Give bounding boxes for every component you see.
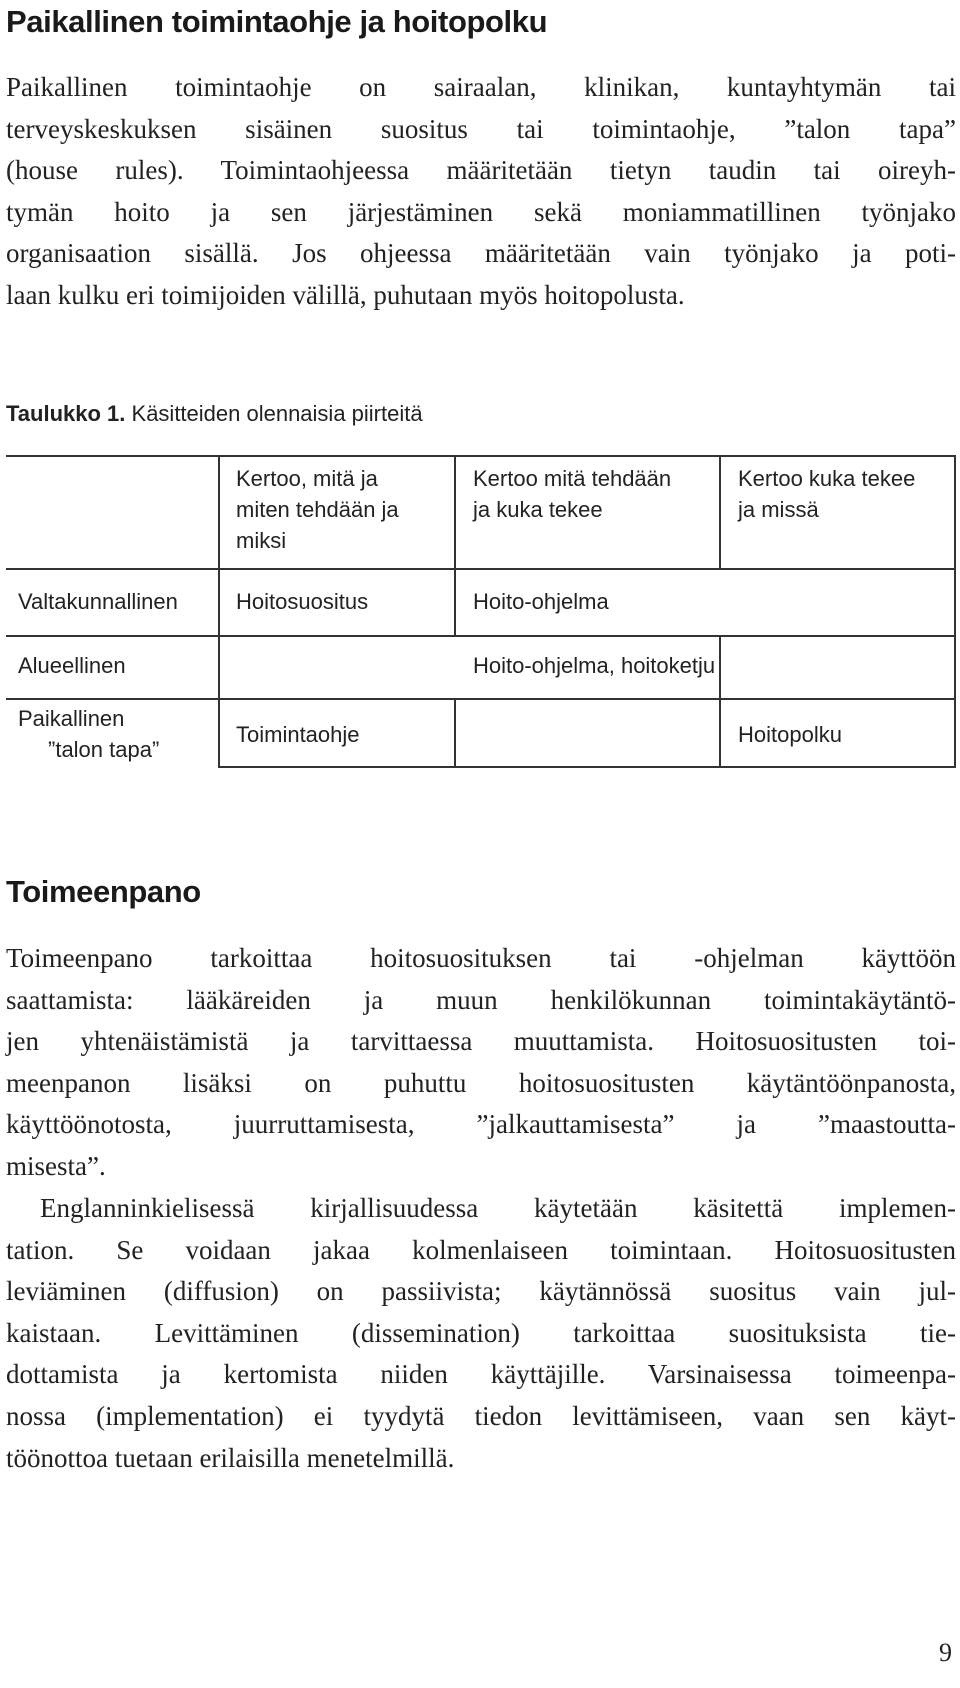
text-line: organisaation sisällä. Jos ohjeessa määritetään vain työnjako ja poti-: [6, 238, 956, 269]
text-line: dottamista ja kertomista niiden käyttäjille. Varsinaisessa toimeenpa-: [6, 1359, 956, 1390]
text-line: käyttöönotosta, juurruttamisesta, ”jalkauttamisesta” ja ”maastoutta-: [6, 1109, 956, 1140]
paragraph-local-guideline: [6, 67, 956, 317]
table-rule: [6, 635, 956, 637]
header-line: Kertoo mitä tehdään: [473, 466, 672, 491]
section-heading-implementation: Toimeenpano: [6, 874, 201, 909]
table-rule: [218, 766, 956, 768]
table-rule: [6, 568, 956, 570]
cell-care-programme-chain: Hoito-ohjelma, hoitoketju: [473, 653, 716, 678]
cell-care-recommendation: Hoitosuositus: [236, 589, 369, 614]
table-caption: [6, 401, 423, 427]
header-cell-what-who: [473, 463, 671, 525]
table-rule: [6, 455, 956, 457]
text-line: leviäminen (diffusion) on passiivista; käytännössä suositus vain jul-: [6, 1276, 956, 1307]
table-rule: [6, 698, 956, 700]
row-label-line: ”talon tapa”: [48, 737, 160, 762]
row-label-national: Valtakunnallinen: [18, 589, 178, 614]
text-line: kaistaan. Levittäminen (dissemination) tarkoittaa suosituksista tie-: [6, 1317, 956, 1348]
cell-care-programme: Hoito-ohjelma: [473, 589, 609, 614]
text-line: laan kulku eri toimijoiden välillä, puhutaan myös hoitopolusta.: [6, 279, 685, 310]
header-line: Kertoo kuka tekee: [738, 466, 916, 491]
row-label-regional: Alueellinen: [18, 653, 126, 678]
cell-local-guideline: Toimintaohje: [236, 722, 360, 747]
text-line: Toimeenpano tarkoittaa hoitosuosituksen tai -ohjelman käyttöön: [6, 943, 956, 973]
header-line: miksi: [236, 528, 287, 553]
text-line: meenpanon lisäksi on puhuttu hoitosuositusten käytäntöönpanosta,: [6, 1067, 956, 1098]
concepts-table: [6, 455, 956, 768]
header-line: ja missä: [738, 497, 819, 522]
text-line: töönottoa tuetaan erilaisilla menetelmillä.: [6, 1442, 455, 1473]
text-line: Englanninkielisessä kirjallisuudessa käytetään käsitettä implemen-: [40, 1193, 956, 1223]
header-line: Kertoo, mitä ja: [236, 466, 378, 491]
header-cell-what-how-why: [236, 463, 399, 556]
table-rule: [719, 635, 721, 768]
table-rule: [218, 455, 220, 768]
text-line: misesta”.: [6, 1150, 106, 1181]
text-line: Paikallinen toimintaohje on sairaalan, klinikan, kuntayhtymän tai: [6, 72, 956, 102]
table-rule: [454, 698, 456, 768]
section-heading-local-guideline: Paikallinen toimintaohje ja hoitopolku: [6, 4, 548, 39]
text-line: nossa (implementation) ei tyydytä tiedon levittämiseen, vaan sen käyt-: [6, 1400, 956, 1431]
table-rule: [454, 455, 456, 635]
text-line: saattamista: lääkäreiden ja muun henkilökunnan toimintakäytäntö-: [6, 984, 956, 1015]
cell-care-pathway: Hoitopolku: [738, 722, 842, 747]
header-line: miten tehdään ja: [236, 497, 399, 522]
paragraph-implementation-1: [6, 938, 956, 1188]
paragraph-implementation-2: [6, 1188, 956, 1479]
row-label-line: Paikallinen: [18, 706, 125, 731]
text-line: terveyskeskuksen sisäinen suositus tai toimintaohje, ”talon tapa”: [6, 113, 956, 144]
header-cell-who-where: [738, 463, 915, 525]
page-number: 9: [939, 1638, 952, 1667]
table-rule: [954, 455, 956, 768]
text-line: tymän hoito ja sen järjestäminen sekä moniammatillinen työnjako: [6, 196, 956, 227]
table-caption-text: Käsitteiden olennaisia piirteitä: [125, 401, 423, 426]
table-rule: [719, 455, 721, 568]
header-line: ja kuka tekee: [473, 497, 603, 522]
text-line: jen yhtenäistämistä ja tarvittaessa muuttamista. Hoitosuositusten toi-: [6, 1026, 956, 1057]
table-caption-label: Taulukko 1.: [6, 401, 126, 426]
text-line: tation. Se voidaan jakaa kolmenlaiseen toimintaan. Hoitosuositusten: [6, 1234, 956, 1265]
row-label-local: [18, 703, 159, 765]
text-line: (house rules). Toimintaohjeessa määritetään tietyn taudin tai oireyh-: [6, 155, 956, 186]
